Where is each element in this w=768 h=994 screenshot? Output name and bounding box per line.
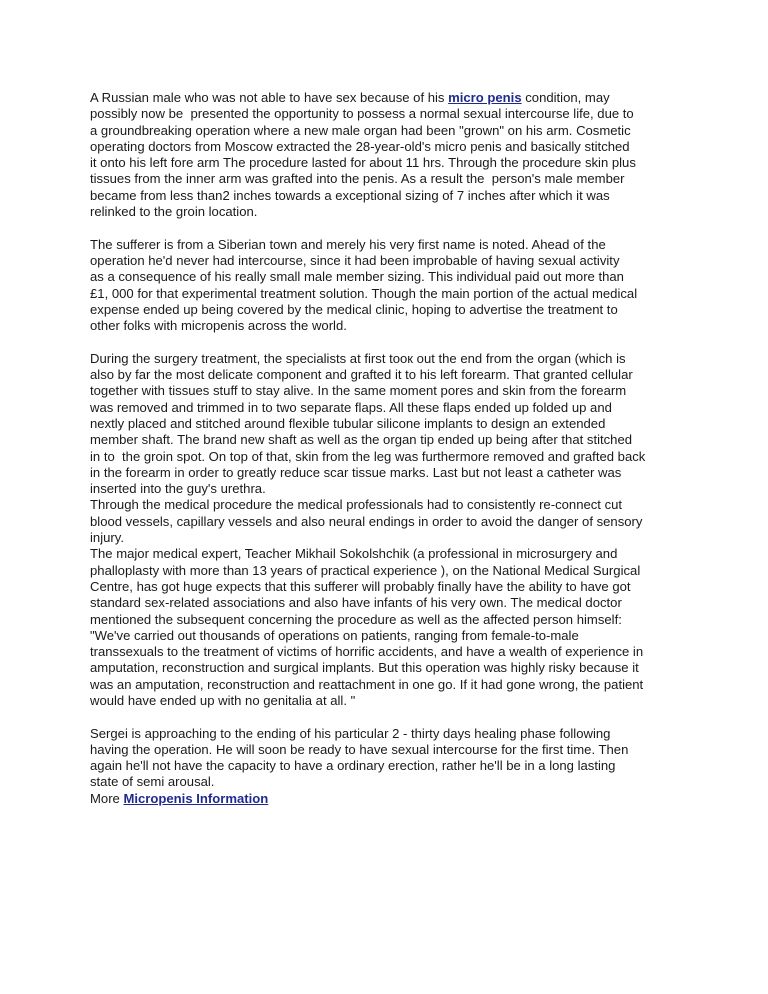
text-line: [90, 90, 690, 106]
text-line: was an amputation, reconstruction and reattachment in one go. If it had gone wrong, the patient: [90, 676, 644, 692]
micropenis-information-link[interactable]: Micropenis Information: [123, 790, 269, 806]
text-line: Through the medical procedure the medical professionals had to consistently re-connect cut: [90, 497, 623, 513]
text-line: also by far the most delicate component and grafted it to his left forearm. That granted cellular: [90, 367, 633, 383]
text-line: standard sex-related associations and also have infants of his very own. The medical doctor: [90, 595, 622, 611]
text-line: in to the groin spot. On top of that, skin from the leg was furthermore removed and grafted back: [90, 448, 646, 464]
text-line: would have ended up with no genitalia at all. ": [90, 692, 356, 708]
text-line: "We've carried out thousands of operations on patients, ranging from female-to-male: [90, 627, 579, 643]
text-line: During the surgery treatment, the specialists at first toок out the end from the organ (which is: [90, 350, 626, 366]
text-line: inserted into the guy's urethra.: [90, 481, 266, 497]
text-line: blood vessels, capillary vessels and also neural endings in order to avoid the danger of sensory: [90, 513, 643, 529]
text-line: as a consequence of his really small male member sizing. This individual paid out more than: [90, 269, 624, 285]
text-line: phalloplasty with more than 13 years of practical experience ), on the National Medical Surgical: [90, 562, 641, 578]
text-segment: condition, may: [521, 90, 610, 105]
text-line: expense ended up being covered by the medical clinic, hoping to advertise the treatment to: [90, 301, 618, 317]
paragraph-spacer: [90, 334, 690, 350]
text-line: a groundbreaking operation where a new male organ had been "grown" on his arm. Cosmetic: [90, 122, 631, 138]
text-line: Centre, has got huge expects that this sufferer will probably finally have the ability to have got: [90, 578, 631, 594]
micro-penis-link[interactable]: micro penis: [448, 90, 522, 105]
text-line: other folks with micropenis across the world.: [90, 318, 347, 334]
text-line: tissues from the inner arm was grafted into the penis. As a result the person's male member: [90, 171, 625, 187]
text-line: operation he'd never had intercourse, since it had been improbable of having sexual activity: [90, 252, 620, 268]
text-line: The major medical expert, Teacher Mikhail Sokolshchik (a professional in microsurgery and: [90, 546, 618, 562]
text-line: member shaft. The brand new shaft as well as the organ tip ended up being after that stitched: [90, 432, 633, 448]
text-line: was removed and trimmed in to two separate flaps. All these flaps ended up folded up and: [90, 399, 612, 415]
text-line: Sergei is approaching to the ending of his particular 2 - thirty days healing phase following: [90, 725, 611, 741]
text-line: it onto his left fore arm The procedure lasted for about 11 hrs. Through the procedure skin plus: [90, 155, 636, 171]
text-line: [90, 791, 690, 807]
text-line: together with tissues stuff to stay alive. In the same moment pores and skin from the forearm: [90, 383, 627, 399]
text-line: having the operation. He will soon be ready to have sexual intercourse for the first time. Then: [90, 741, 629, 757]
text-segment: More: [90, 790, 124, 806]
paragraph-spacer: [90, 220, 690, 236]
text-segment: A Russian male who was not able to have sex because of his: [90, 90, 449, 105]
document-body: [90, 90, 690, 807]
text-line: injury.: [90, 530, 124, 546]
paragraph-1: [90, 90, 690, 220]
text-line: The sufferer is from a Siberian town and merely his very first name is noted. Ahead of the: [90, 236, 606, 252]
text-line: transsexuals to the treatment of victims of horrific accidents, and have a wealth of experience in: [90, 644, 644, 660]
paragraph-2: [90, 237, 690, 335]
text-line: mentioned the subsequent concerning the procedure as well as the affected person himself:: [90, 611, 622, 627]
text-line: operating doctors from Moscow extracted the 28-year-old's micro penis and basically stitched: [90, 138, 630, 154]
text-line: £1, 000 for that experimental treatment solution. Though the main portion of the actual medical: [90, 285, 638, 301]
text-line: relinked to the groin location.: [90, 204, 258, 220]
paragraph-4: [90, 726, 690, 807]
paragraph-spacer: [90, 709, 690, 725]
text-line: became from less than2 inches towards a exceptional sizing of 7 inches after which it was: [90, 187, 610, 203]
paragraph-3: [90, 351, 690, 710]
text-line: possibly now be presented the opportunity to possess a normal sexual intercourse life, due to: [90, 106, 634, 122]
text-line: in the forearm in order to greatly reduce scar tissue marks. Last but not least a catheter was: [90, 464, 622, 480]
text-line: nextly placed and stitched around flexible tubular silicone implants to design an extended: [90, 415, 606, 431]
text-line: state of semi arousal.: [90, 774, 215, 790]
text-line: amputation, reconstruction and surgical implants. But this operation was highly risky because it: [90, 660, 639, 676]
text-line: again he'll not have the capacity to have a ordinary erection, rather he'll be in a long lasting: [90, 758, 616, 774]
